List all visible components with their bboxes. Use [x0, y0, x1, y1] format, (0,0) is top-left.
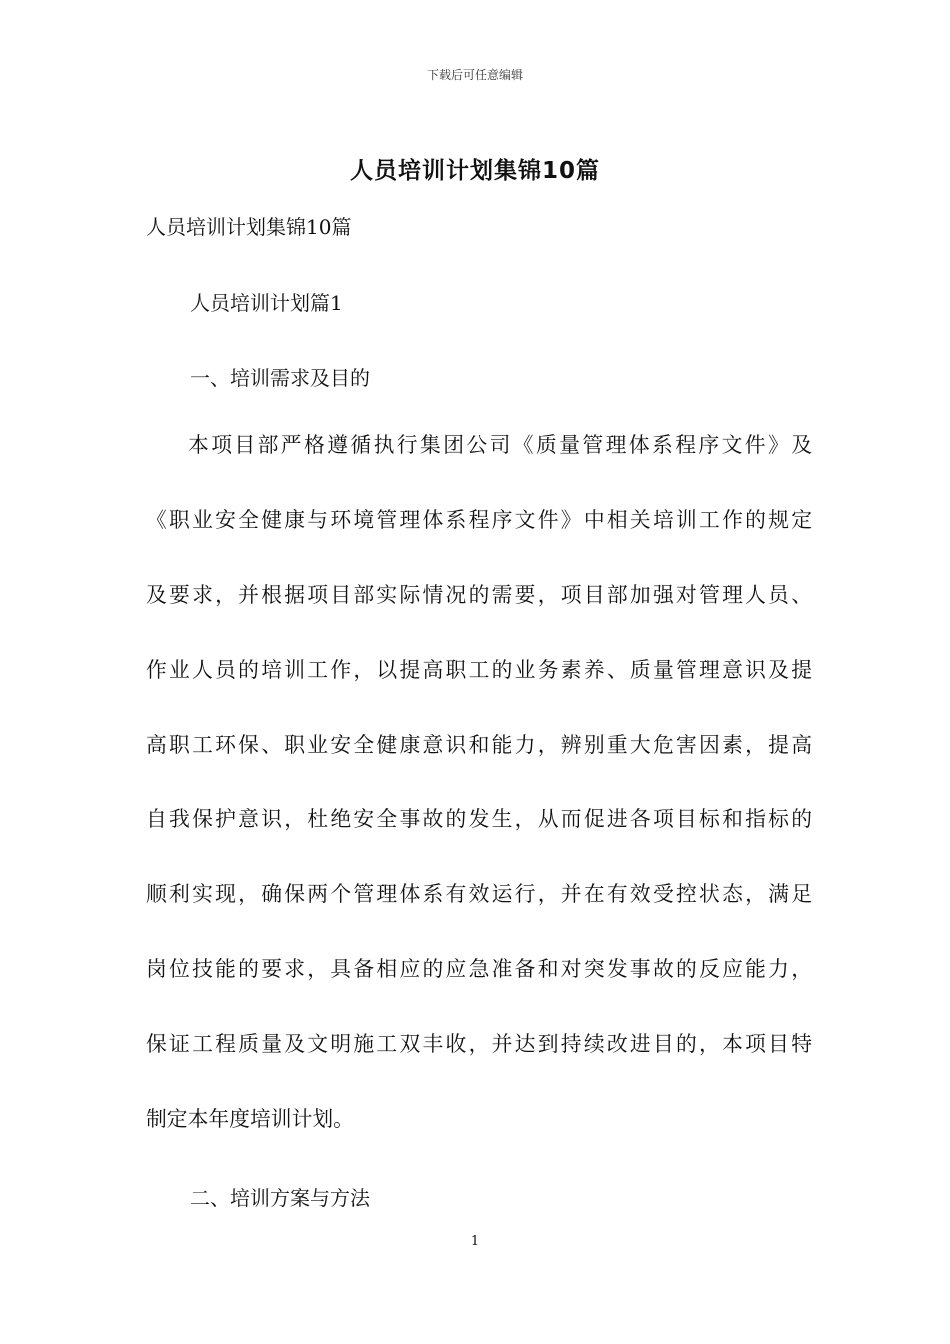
section-heading-2: 二、培训方案与方法: [190, 1186, 370, 1210]
section-1-body: [146, 430, 812, 1179]
paragraph-line: 作业人员的培训工作，以提高职工的业务素养、质量管理意识及提: [146, 657, 812, 682]
paragraph-line: 《职业安全健康与环境管理体系程序文件》中相关培训工作的规定: [146, 507, 812, 532]
paragraph-line: 制定本年度培训计划。: [146, 1107, 354, 1132]
paragraph-line: 及要求，并根据项目部实际情况的需要，项目部加强对管理人员、: [146, 582, 812, 607]
section-heading-1: 一、培训需求及目的: [190, 366, 370, 390]
page-number: 1: [470, 1234, 480, 1249]
document-subtitle: 人员培训计划集锦10篇: [146, 215, 352, 239]
document-title: 人员培训计划集锦10篇: [349, 158, 600, 184]
header-note: 下载后可任意编辑: [426, 68, 523, 82]
paragraph-line: 自我保护意识，杜绝安全事故的发生，从而促进各项目标和指标的: [146, 807, 812, 832]
paragraph-line: 岗位技能的要求，具备相应的应急准备和对突发事故的反应能力，: [146, 957, 812, 982]
paragraph-line: 顺利实现，确保两个管理体系有效运行，并在有效受控状态，满足: [146, 882, 812, 907]
paragraph-line: 本项目部严格遵循执行集团公司《质量管理体系程序文件》及: [188, 433, 812, 457]
chapter-heading: 人员培训计划篇1: [190, 291, 343, 315]
paragraph-line: 高职工环保、职业安全健康意识和能力，辨别重大危害因素，提高: [146, 732, 812, 757]
paragraph-line: 保证工程质量及文明施工双丰收，并达到持续改进目的，本项目特: [146, 1032, 812, 1057]
